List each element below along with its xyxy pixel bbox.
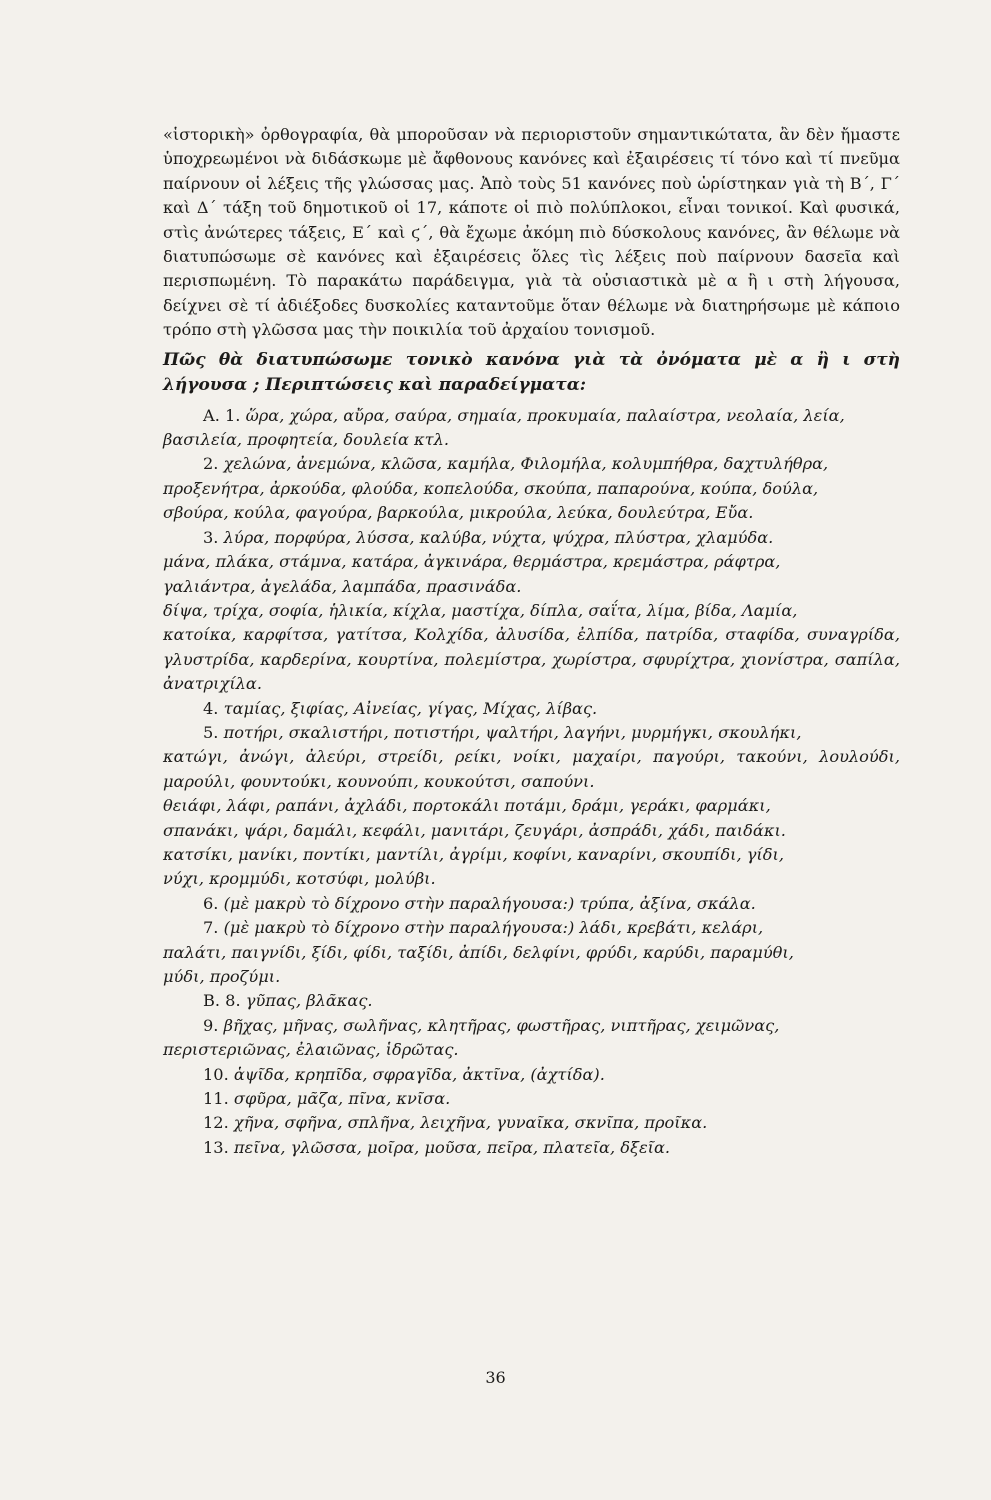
example-number: 6. [203,893,219,913]
example-words: βασιλεία, προφητεία, δουλεία κτλ. [163,430,450,450]
example-row [163,452,900,476]
example-row [163,965,900,989]
example-words: νύχι, κρομμύδι, κοτσύφι, μολύβι. [163,869,436,889]
example-words: γῦπας, βλᾶκας. [245,991,373,1011]
example-number: Α. 1. [203,405,241,425]
example-number: 4. [203,698,219,718]
example-row [163,916,900,940]
example-words: κατσίκι, μανίκι, ποντίκι, μαντίλι, ἀγρίμι, κοφίνι, καναρίνι, σκουπίδι, γίδι, [163,844,785,864]
example-words: ὥρα, χώρα, αὔρα, σαύρα, σημαία, προκυμαία, παλαίστρα, νεολαία, λεία, [245,405,845,425]
example-words: βῆχας, μῆνας, σωλῆνας, κλητῆρας, φωστῆρας, νιπτῆρας, χειμῶνας, [223,1015,780,1035]
example-row [163,867,900,891]
example-words: (μὲ μακρὺ τὸ δίχρονο στὴν παραλήγουσα:) τρύπα, ἀξίνα, σκάλα. [223,893,756,913]
example-words: χῆνα, σφῆνα, σπλῆνα, λειχῆνα, γυναῖκα, σκνῖπα, προῖκα. [233,1113,708,1133]
example-row [163,892,900,916]
example-number: 11. [203,1089,229,1109]
example-words: γαλιάντρα, ἀγελάδα, λαμπάδα, πρασινάδα. [163,576,522,596]
example-words: ταμίας, ξιφίας, Αἰνείας, γίγας, Μίχας, λίβας. [223,698,598,718]
example-words: μάνα, πλάκα, στάμνα, κατάρα, ἀγκινάρα, θερμάστρα, κρεμάστρα, ράφτρα, [163,552,781,572]
example-row [163,428,900,452]
section-heading: Πῶς θὰ διατυπώσωμε τονικὸ κανόνα γιὰ τὰ ὀνόματα μὲ α ἢ ι στὴ λήγουσα ; Περιπτώσεις καὶ παραδείγματα: [163,349,900,395]
example-words: ἁψῖδα, κρηπῖδα, σφραγῖδα, ἀκτῖνα, (ἀχτίδα). [233,1064,605,1084]
example-words: μύδι, προζύμι. [163,967,281,986]
example-row [163,1136,900,1160]
example-row [163,550,900,574]
examples-list [163,404,900,1161]
example-number: 2. [203,454,219,474]
example-number: 5. [203,722,219,742]
example-words: κατοίκα, καρφίτσα, γατίτσα, Κολχίδα, ἀλυσίδα, ἐλπίδα, πατρίδα, σταφίδα, συναγρίδα, γλυστρίδα, καρδερίνα, κουρτίνα, πολεμίστρα, χωρίστρα, σφυρίχτρα, χιονίστρα, σαπίλα, ἀνατριχίλα. [163,625,900,694]
example-row [163,477,900,501]
text-block [163,123,900,1160]
example-row [163,819,900,843]
example-row [163,941,900,965]
example-row [163,526,900,550]
example-number: 7. [203,918,219,938]
example-words: θειάφι, λάφι, ραπάνι, ἀχλάδι, πορτοκάλι ποτάμι, δράμι, γεράκι, φαρμάκι, [163,796,771,816]
example-words: ποτήρι, σκαλιστήρι, ποτιστήρι, ψαλτήρι, λαγήνι, μυρμήγκι, σκουλήκι, [223,722,802,742]
example-words: (μὲ μακρὺ τὸ δίχρονο στὴν παραλήγουσα:) λάδι, κρεβάτι, κελάρι, [223,918,764,938]
example-row [163,721,900,745]
example-number: 3. [203,527,219,547]
example-words: περιστεριῶνας, ἐλαιῶνας, ἱδρῶτας. [163,1040,459,1060]
example-words: δίψα, τρίχα, σοφία, ἡλικία, κίχλα, μαστίχα, δίπλα, σαΐτα, λίμα, βίδα, Λαμία, [163,600,798,620]
example-words: σφῦρα, μᾶζα, πῖνα, κνῖσα. [233,1089,451,1109]
example-row [163,404,900,428]
example-row [163,697,900,721]
example-row [163,989,900,1013]
example-row [163,575,900,599]
intro-paragraph: «ἱστορικὴ» ὀρθογραφία, θὰ μποροῦσαν νὰ περιοριστοῦν σημαντικώτατα, ἂν δὲν ἤμαστε ὑποχρεωμένοι νὰ διδάσκωμε μὲ ἄφθονους κανόνες καὶ ἐξαιρέσεις τί τόνο καὶ τί πνεῦμα παίρνουν οἱ λέξεις τῆς γλώσσας μας. Ἀπὸ τοὺς 51 κανόνες ποὺ ὡρίστηκαν γιὰ τὴ Β΄, Γ΄ καὶ Δ΄ τάξη τοῦ δημοτικοῦ οἱ 17, κάποτε οἱ πιὸ πολύπλοκοι, εἶναι τονικοί. Καὶ φυσικά, στὶς ἀνώτερες τάξεις, Ε΄ καὶ ϛ΄, θὰ ἔχωμε ἀκόμη πιὸ δύσκολους κανόνες, ἂν θέλωμε νὰ διατυπώσωμε σὲ κανόνες καὶ ἐξαιρέσεις ὅλες τὶς λέξεις ποὺ παίρνουν δασεῖα καὶ περισπωμένη. Τὸ παρακάτω παράδειγμα, γιὰ τὰ οὐσιαστικὰ μὲ α ἢ ι στὴ λήγουσα, δείχνει σὲ τί ἀδιέξοδες δυσκολίες καταντοῦμε ὅταν θέλωμε νὰ διατηρήσωμε μὲ κάποιο τρόπο στὴ γλῶσσα μας τὴν ποικιλία τοῦ ἀρχαίου τονισμοῦ. [163,125,900,340]
example-row [163,794,900,818]
example-number: 13. [203,1137,229,1157]
example-row [163,745,900,794]
example-row [163,843,900,867]
example-row [163,1063,900,1087]
example-number: Β. 8. [203,991,241,1011]
example-words: πεῖνα, γλῶσσα, μοῖρα, μοῦσα, πεῖρα, πλατεῖα, δξεῖα. [233,1137,671,1157]
page-number: 36 [485,1368,506,1387]
example-number: 9. [203,1015,219,1035]
example-words: παλάτι, παιγνίδι, ξίδι, φίδι, ταξίδι, ἀπίδι, δελφίνι, φρύδι, καρύδι, παραμύθι, [163,942,794,962]
example-row [163,1111,900,1135]
example-words: σβούρα, κούλα, φαγούρα, βαρκούλα, μικρούλα, λεύκα, δουλεύτρα, Εὔα. [163,503,754,523]
example-row [163,1087,900,1111]
example-words: λύρα, πορφύρα, λύσσα, καλύβα, νύχτα, ψύχρα, πλύστρα, χλαμύδα. [223,527,774,547]
example-words: σπανάκι, ψάρι, δαμάλι, κεφάλι, μανιτάρι, ζευγάρι, ἀσπράδι, χάδι, παιδάκι. [163,820,786,840]
example-row [163,1014,900,1038]
example-row [163,623,900,696]
example-number: 12. [203,1113,229,1133]
example-row [163,1038,900,1062]
example-words: χελώνα, ἀνεμώνα, κλῶσα, καμήλα, Φιλομήλα, κολυμπήθρα, δαχτυλήθρα, [223,454,829,474]
example-row [163,501,900,525]
example-row [163,599,900,623]
example-number: 10. [203,1064,229,1084]
example-words: προξενήτρα, ἀρκούδα, φλούδα, κοπελούδα, σκούπα, παπαρούνα, κούπα, δούλα, [163,478,819,498]
example-words: κατώγι, ἀνώγι, ἀλεύρι, στρείδι, ρείκι, νοίκι, μαχαίρι, παγούρι, τακούνι, λουλούδι, μαρούλι, φουντούκι, κουνούπι, κουκούτσι, σαπούνι. [163,747,900,791]
